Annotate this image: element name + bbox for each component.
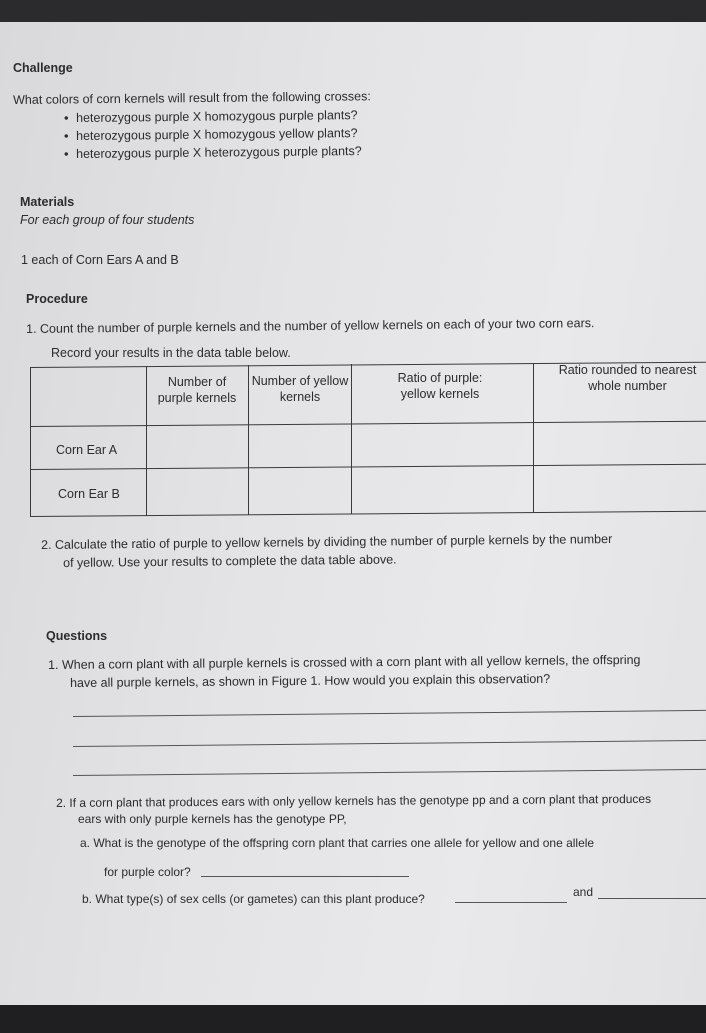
table-row-label-a: Corn Ear A bbox=[56, 443, 118, 457]
answer-line-2b-second[interactable] bbox=[598, 898, 706, 899]
cross-item-3: • heterozygous purple X heterozygous purple plants? bbox=[76, 144, 362, 162]
question2b-and: and bbox=[573, 885, 594, 899]
procedure-step1-line1: 1. Count the number of purple kernels and the number of yellow kernels on each of your two corn ears. bbox=[26, 316, 595, 336]
question2-line2: ears with only purple kernels has the genotype PP, bbox=[78, 812, 347, 826]
question2a-line2: for purple color? bbox=[104, 865, 191, 879]
question2-line1: 2. If a corn plant that produces ears with only yellow kernels has the genotype pp and a corn plant that produces bbox=[56, 791, 652, 810]
table-header-purple: Number of purple kernels bbox=[157, 375, 237, 405]
worksheet-page bbox=[0, 22, 706, 1005]
table-col-border-2 bbox=[248, 365, 249, 515]
questions-heading: Questions bbox=[46, 629, 108, 643]
table-rule-header bbox=[30, 421, 706, 427]
materials-heading: Materials bbox=[20, 195, 75, 209]
table-col-border-4 bbox=[533, 363, 534, 513]
table-col-border-3 bbox=[351, 364, 352, 514]
cross-item-2: • heterozygous purple X homozygous yellow plants? bbox=[76, 126, 358, 144]
materials-item: 1 each of Corn Ears A and B bbox=[21, 253, 179, 267]
answer-line-2a[interactable] bbox=[201, 876, 409, 877]
question1-line2: have all purple kernels, as shown in Figure 1. How would you explain this observation? bbox=[70, 671, 551, 690]
answer-line-2b-first[interactable] bbox=[455, 902, 567, 903]
procedure-heading: Procedure bbox=[26, 292, 88, 306]
procedure-step2-line2: of yellow. Use your results to complete the data table above. bbox=[63, 552, 397, 570]
challenge-question: What colors of corn kernels will result from the following crosses: bbox=[13, 89, 371, 107]
question2a-line1: a. What is the genotype of the offspring corn plant that carries one allele for yellow and one allele bbox=[80, 836, 595, 850]
top-dark-bar bbox=[0, 0, 706, 22]
question2b: b. What type(s) of sex cells (or gametes) can this plant produce? bbox=[82, 892, 425, 906]
table-row-label-b: Corn Ear B bbox=[58, 487, 120, 501]
bottom-dark-bar bbox=[0, 1005, 706, 1033]
challenge-heading: Challenge bbox=[13, 61, 73, 75]
cross-item-1: • heterozygous purple X homozygous purple plants? bbox=[76, 108, 358, 126]
materials-subheading: For each group of four students bbox=[20, 213, 195, 227]
question1-line1: 1. When a corn plant with all purple kernels is crossed with a corn plant with all yellow kernels, the offspring bbox=[48, 652, 641, 672]
procedure-step1-line2: Record your results in the data table below. bbox=[51, 346, 291, 360]
table-header-rounded: Ratio rounded to nearest whole number bbox=[558, 363, 697, 393]
procedure-step2-line1: 2. Calculate the ratio of purple to yellow kernels by dividing the number of purple kernels by the number bbox=[41, 532, 613, 552]
table-col-border-0 bbox=[30, 367, 31, 517]
table-rule-row1 bbox=[30, 464, 706, 470]
data-table bbox=[0, 22, 706, 1005]
table-header-yellow: Number of yellow kernels bbox=[251, 374, 349, 404]
table-col-border-1 bbox=[146, 366, 147, 516]
table-header-ratio: Ratio of purple: yellow kernels bbox=[397, 371, 483, 401]
table-rule-bottom bbox=[30, 511, 706, 517]
